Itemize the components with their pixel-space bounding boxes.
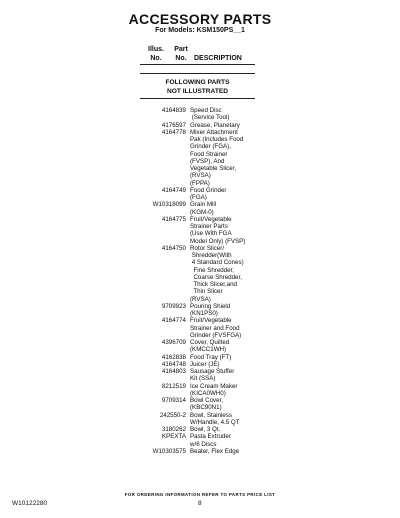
description-line: Food Tray (FT): [190, 353, 232, 361]
page-title: ACCESSORY PARTS: [128, 11, 272, 27]
not-illustrated-banner: FOLLOWING PARTS NOT ILLUSTRATED: [165, 79, 230, 95]
part-row: [0, 426, 400, 433]
part-number: 4164839: [161, 107, 186, 114]
description-line: Grease, Planetary: [190, 121, 240, 129]
part-description: [190, 303, 270, 318]
part-number: 9709923: [161, 302, 186, 310]
description-line: Food Grinder: [190, 186, 227, 194]
description-line: (KBC90N1): [190, 404, 222, 412]
part-number: W10318099: [152, 201, 186, 209]
document-number: W10122280: [12, 500, 48, 507]
description-line: Fruit/Vegetable: [190, 215, 232, 223]
description-line: (KGM-0): [190, 208, 214, 216]
description-line: Sausage Stuffer: [190, 368, 235, 375]
part-description: [190, 201, 270, 216]
part-number: 8212519: [161, 382, 186, 390]
part-row: [0, 412, 400, 427]
part-row: [0, 368, 400, 383]
description-line: (Service Tool): [190, 114, 230, 122]
illus-no-column-header: Illus. No.: [148, 46, 164, 62]
description-line: Vegetable Slicer,: [190, 165, 237, 172]
description-line: Fine Shredder,: [190, 266, 235, 274]
description-line: Pouring Shield: [190, 302, 231, 310]
part-number: 4164774: [161, 317, 186, 325]
description-line: Grain Mill: [190, 201, 217, 209]
description-line: (FGA): [190, 194, 207, 201]
part-number: 4164748: [161, 360, 186, 368]
part-number: 4164775: [161, 215, 186, 223]
description-line: (FPPA): [190, 179, 210, 187]
description-line: Food Strainer: [190, 150, 228, 158]
description-line: Fruit/Vegetable: [190, 317, 232, 325]
part-row: [0, 201, 400, 216]
part-row: [0, 448, 400, 455]
description-line: Rotor Slicer/: [190, 244, 225, 252]
part-number: 242550-2: [159, 411, 186, 419]
part-number: 4162838: [161, 353, 186, 361]
part-row: [0, 303, 400, 318]
description-line: Thick Slicer,and: [190, 281, 238, 288]
description-line: Juicer (JE): [190, 360, 220, 368]
part-row: [0, 245, 400, 303]
ordering-info-note: FOR ORDERING INFORMATION REFER TO PARTS PRICE LIST: [124, 492, 276, 497]
description-line: Grinder (FVSFGA): [190, 331, 242, 339]
part-description: [190, 339, 270, 354]
header-rule: [140, 64, 255, 65]
part-description: [190, 361, 270, 368]
part-description: [190, 412, 270, 427]
part-number: 4164750: [161, 244, 186, 252]
banner-bottom-rule: [140, 98, 255, 99]
description-line: Coarse Shredder,: [190, 273, 242, 281]
part-number: 4164778: [161, 128, 186, 136]
part-description: [190, 368, 270, 383]
description-line: w/6 Discs: [190, 440, 217, 448]
description-line: Mixer Attachment: [190, 128, 238, 136]
part-description: [190, 448, 270, 455]
description-line: Bowl, 3 Qt.: [190, 426, 221, 433]
description-line: (Use With FGA: [190, 230, 232, 238]
part-row: [0, 187, 400, 202]
part-number: 4164803: [161, 368, 186, 375]
part-row: [0, 354, 400, 361]
part-description: [190, 122, 270, 129]
description-line: Thin Slicer: [190, 288, 223, 296]
part-description: [190, 426, 270, 433]
part-number: 4164749: [161, 186, 186, 194]
part-description: [190, 107, 270, 122]
description-line: (KMCC1WH): [190, 346, 227, 354]
description-line: Pak (Includes Food: [190, 136, 244, 143]
part-description: [190, 433, 270, 448]
description-line: W/Handle, 4.5 QT: [190, 418, 240, 426]
part-no-column-header: Part No.: [174, 46, 188, 62]
part-number: 4396709: [161, 339, 186, 346]
part-row: [0, 317, 400, 339]
description-line: (KICA0WH0): [190, 389, 226, 397]
description-line: 4 Standard Cones): [190, 259, 244, 267]
description-line: Strainer and Food: [190, 324, 240, 332]
part-row: [0, 397, 400, 412]
part-description: [190, 245, 270, 303]
part-row: [0, 361, 400, 368]
part-description: [190, 317, 270, 339]
part-description: [190, 354, 270, 361]
part-row: [0, 107, 400, 122]
description-line: Bowl Cover,: [190, 397, 224, 404]
banner-top-rule: [140, 73, 255, 74]
description-line: Model Only) (FVSP): [190, 237, 246, 245]
description-line: Cover, Quilted: [190, 339, 230, 346]
part-description: [190, 383, 270, 398]
description-column-header: DESCRIPTION: [194, 54, 242, 62]
description-line: Kit (SSA): [190, 375, 216, 383]
part-row: [0, 433, 400, 448]
part-number: 9709314: [161, 397, 186, 404]
part-description: [190, 187, 270, 202]
part-number: KPEXTA: [162, 433, 186, 441]
description-line: (RVSA): [190, 295, 211, 303]
description-line: Grinder (FGA),: [190, 143, 231, 151]
description-line: Pasta Extruder: [190, 433, 231, 441]
parts-list: [0, 107, 400, 455]
part-description: [190, 397, 270, 412]
part-row: [0, 339, 400, 354]
part-row: [0, 216, 400, 245]
part-row: [0, 129, 400, 187]
description-line: Ice Cream Maker: [190, 382, 238, 390]
description-line: Shredder(With: [190, 252, 232, 259]
description-line: Beater, Flex Edge: [190, 447, 240, 455]
part-number: W10303575: [152, 447, 186, 455]
part-description: [190, 216, 270, 245]
part-number: 3180262: [161, 426, 186, 433]
part-row: [0, 383, 400, 398]
page-number: 8: [198, 500, 202, 507]
description-line: (RVSA): [190, 172, 211, 180]
description-line: (FVSP), And: [190, 157, 225, 165]
description-line: (KN1PS0): [190, 310, 218, 317]
part-description: [190, 129, 270, 187]
part-row: [0, 122, 400, 129]
description-line: Strainer Parts: [190, 223, 228, 230]
part-number: 4176597: [161, 121, 186, 129]
description-line: Bowl, Stainless: [190, 411, 232, 419]
models-subtitle: For Models: KSM150PS__1: [155, 27, 245, 34]
description-line: Speed Disc: [190, 107, 222, 114]
